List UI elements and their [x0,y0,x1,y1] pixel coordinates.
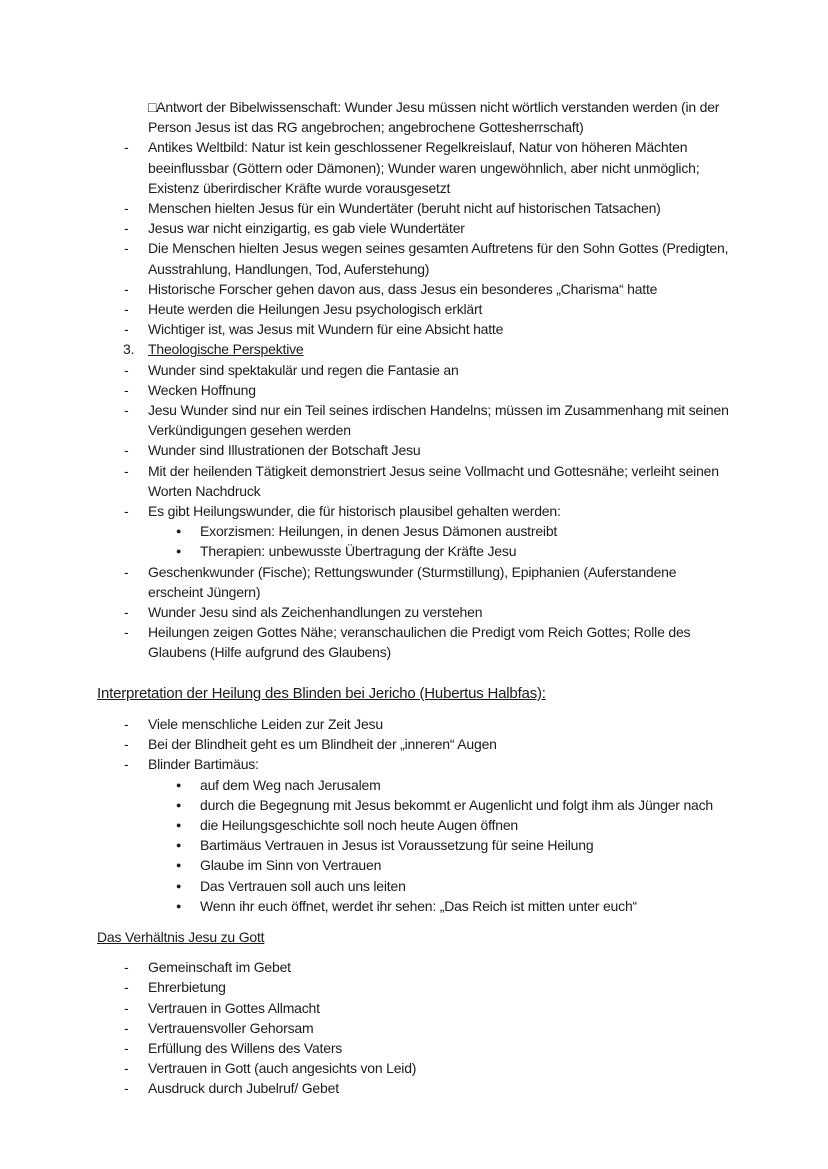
list-item-dash [0,714,735,734]
block-text: Therapien: unbewusste Übertragung der Kräfte Jesu [200,543,517,560]
paragraph [0,97,735,137]
block-text: Geschenkwunder (Fische); Rettungswunder (Sturmstillung), Epiphanien (Auferstandene erscheint Jüngern) [148,563,677,600]
dash-marker: - [124,999,129,1016]
block-text: Menschen hielten Jesus für ein Wundertäter (beruht nicht auf historischen Tatsachen) [148,200,661,217]
dash-marker: - [124,402,129,419]
block-text: Wunder sind spektakulär und regen die Fantasie an [148,361,459,378]
block-text: Das Vertrauen soll auch uns leiten [200,877,406,894]
list-item-dash [0,360,735,380]
block-text: Heute werden die Heilungen Jesu psychologisch erklärt [148,301,483,318]
block-text: Interpretation der Heilung des Blinden bei Jericho (Hubertus Halbfas): [97,684,546,702]
list-item-bullet [0,815,735,835]
block-text: Viele menschliche Leiden zur Zeit Jesu [148,715,383,732]
list-item-dash [0,279,735,299]
block-text: Vertrauensvoller Gehorsam [148,1019,314,1036]
block-text: Glaube im Sinn von Vertrauen [200,857,382,874]
list-item-dash [0,319,735,339]
block-text: Erfüllung des Willens des Vaters [148,1039,343,1056]
bullet-icon: ● [176,880,182,891]
list-item-dash [0,957,735,977]
dash-marker: - [124,979,129,996]
dash-marker: - [124,139,129,156]
bullet-icon: ● [176,546,182,557]
bullet-icon: ● [176,799,182,810]
block-text: Bartimäus Vertrauen in Jesus ist Voraussetzung für seine Heilung [200,837,594,854]
list-item-bullet [0,521,735,541]
block-text: Wichtiger ist, was Jesus mit Wundern für eine Absicht hatte [148,321,504,338]
dash-marker: - [124,736,129,753]
list-item-dash [0,602,735,622]
list-item-dash [0,622,735,662]
block-text: Mit der heilenden Tätigkeit demonstriert Jesus seine Vollmacht und Gottesnähe; verleiht seinen Worten Nachdruck [148,462,719,499]
block-text: durch die Begegnung mit Jesus bekommt er Augenlicht und folgt ihm als Jünger nach [200,796,713,813]
dash-marker: - [124,220,129,237]
block-text: Jesu Wunder sind nur ein Teil seines irdischen Handelns; müssen im Zusammenhang mit seinen Verkündigungen gesehen werden [148,402,729,439]
list-item-dash [0,1018,735,1038]
list-item-bullet [0,835,735,855]
block-text: Wunder sind Illustrationen der Botschaft Jesu [148,442,421,459]
list-item-bullet [0,775,735,795]
list-item-dash [0,562,735,602]
dash-marker: - [124,756,129,773]
dash-marker: - [124,624,129,641]
list-item-dash [0,461,735,501]
list-item-dash [0,754,735,774]
block-text: Ausdruck durch Jubelruf/ Gebet [148,1080,339,1097]
list-item-dash [0,1058,735,1078]
block-text: Es gibt Heilungswunder, die für historisch plausibel gehalten werden: [148,503,561,520]
block-text: Das Verhältnis Jesu zu Gott [97,928,265,945]
dash-marker: - [124,959,129,976]
block-text: Blinder Bartimäus: [148,756,259,773]
list-item-dash [0,1038,735,1058]
list-item-dash [0,299,735,319]
list-item-bullet [0,855,735,875]
list-item-bullet [0,876,735,896]
dash-marker: - [124,301,129,318]
block-text: Wenn ihr euch öffnet, werdet ihr sehen: „Das Reich ist mitten unter euch“ [200,897,637,914]
list-item-bullet [0,795,735,815]
block-text: □Antwort der Bibelwissenschaft: Wunder Jesu müssen nicht wörtlich verstanden werden (in der Person Jesus ist das RG angebrochen; angebrochene Gottesherrschaft) [148,99,720,136]
list-item-dash [0,501,735,521]
dash-marker: - [124,1060,129,1077]
dash-marker: - [124,442,129,459]
block-text: Antikes Weltbild: Natur ist kein geschlossener Regelkreislauf, Natur von höheren Mächten beeinflussbar (Göttern oder Dämonen); Wunder waren ungewöhnlich, aber nicht unmöglich; Existenz überirdischer Kräfte wurde vorausgesetzt [148,139,700,196]
list-item-dash [0,1078,735,1098]
block-text: Bei der Blindheit geht es um Blindheit der „inneren“ Augen [148,736,497,753]
list-item-dash [0,977,735,997]
block-text: Vertrauen in Gott (auch angesichts von Leid) [148,1060,417,1077]
section-heading [0,927,735,947]
dash-marker: - [124,361,129,378]
list-item-dash [0,998,735,1018]
section-heading [0,684,735,704]
block-text: Ehrerbietung [148,979,226,996]
block-text: Historische Forscher gehen davon aus, dass Jesus ein besonderes „Charisma“ hatte [148,280,658,297]
block-text: Wunder Jesu sind als Zeichenhandlungen zu verstehen [148,604,483,621]
dash-marker: - [124,200,129,217]
block-text: auf dem Weg nach Jerusalem [200,776,381,793]
block-text: Jesus war nicht einzigartig, es gab viele Wundertäter [148,220,465,237]
block-text: Theologische Perspektive [148,341,304,358]
dash-marker: - [124,503,129,520]
block-text: die Heilungsgeschichte soll noch heute Augen öffnen [200,816,519,833]
list-item-dash [0,238,735,278]
dash-marker: - [124,1039,129,1056]
list-item-dash [0,380,735,400]
block-text: Die Menschen hielten Jesus wegen seines gesamten Auftretens für den Sohn Gottes (Predigten, Ausstrahlung, Handlungen, Tod, Auferstehung) [148,240,729,277]
number-label: 3. [123,341,135,358]
bullet-icon: ● [176,860,182,871]
bullet-icon: ● [176,819,182,830]
list-item-dash [0,218,735,238]
block-text: Gemeinschaft im Gebet [148,959,291,976]
list-item-bullet [0,541,735,561]
bullet-icon: ● [176,840,182,851]
list-item-bullet [0,896,735,916]
dash-marker: - [124,1019,129,1036]
list-item-dash [0,198,735,218]
dash-marker: - [124,563,129,580]
block-text: Vertrauen in Gottes Allmacht [148,999,320,1016]
bullet-icon: ● [176,779,182,790]
block-text: Heilungen zeigen Gottes Nähe; veranschaulichen die Predigt vom Reich Gottes; Rolle des Glaubens (Hilfe aufgrund des Glaubens) [148,624,691,661]
block-text: Exorzismen: Heilungen, in denen Jesus Dämonen austreibt [200,523,558,540]
dash-marker: - [124,715,129,732]
list-item-number [0,339,735,359]
list-item-dash [0,440,735,460]
list-item-dash [0,400,735,440]
dash-marker: - [124,321,129,338]
dash-marker: - [124,381,129,398]
dash-marker: - [124,604,129,621]
dash-marker: - [124,280,129,297]
dash-marker: - [124,240,129,257]
bullet-icon: ● [176,526,182,537]
dash-marker: - [124,462,129,479]
dash-marker: - [124,1080,129,1097]
list-item-dash [0,137,735,198]
bullet-icon: ● [176,900,182,911]
list-item-dash [0,734,735,754]
block-text: Wecken Hoffnung [148,381,256,398]
